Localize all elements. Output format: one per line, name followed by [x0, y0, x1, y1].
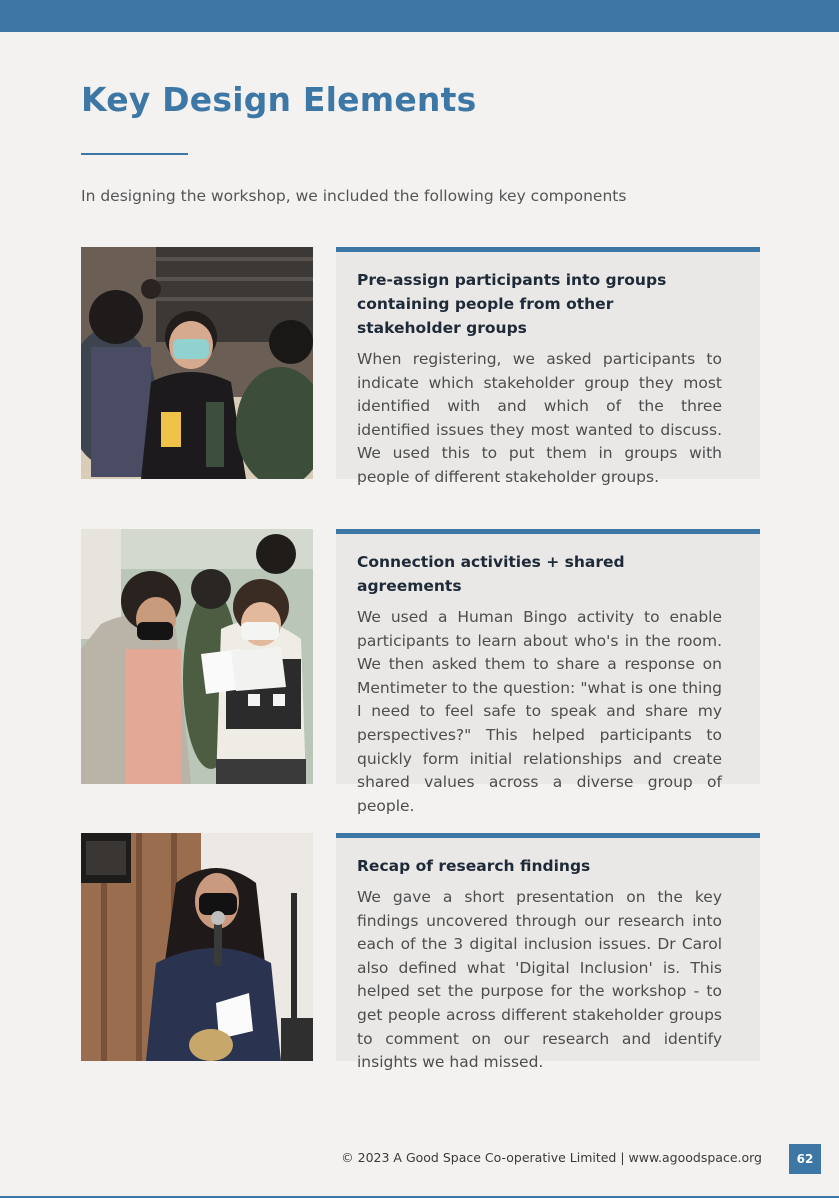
photo-presentation: [81, 833, 313, 1061]
section-card-3: [336, 833, 760, 1072]
footer-copyright: © 2023 A Good Space Co-operative Limited | www.agoodspace.org: [341, 1150, 762, 1165]
photo-group-discussion: [81, 247, 313, 479]
section-title-3: Recap of research findings: [357, 857, 591, 875]
section-title-2: Connection activities + shared agreements: [357, 553, 625, 595]
section-body-1: When registering, we asked participants to indicate which stakeholder group they most identified with and which of the three identified issues they most wanted to discuss. We used this to put them in groups with people of different stakeholder groups.: [357, 350, 722, 486]
intro-text: In designing the workshop, we included the following key components: [81, 187, 627, 205]
section-body-2: We used a Human Bingo activity to enable participants to learn about who's in the room. We then asked them to share a response on Mentimeter to the question: "what is one thing I need to feel safe to speak and share my perspectives?" This helped participants to quickly form initial relationships and create shared values across a diverse group of people.: [357, 608, 722, 815]
page-title: Key Design Elements: [81, 80, 477, 119]
section-title-1: Pre-assign participants into groups containing people from other stakeholder groups: [357, 271, 667, 337]
header-bar: [0, 0, 839, 32]
photo-human-bingo: [81, 529, 313, 784]
section-card-2: [336, 529, 760, 815]
section-body-3: We gave a short presentation on the key findings uncovered through our research into each of the 3 digital inclusion issues. Dr Carol also defined what 'Digital Inclusion' is. This helped set the purpose for the workshop - to get people across different stakeholder groups to comment on our research and identify insights we had missed.: [357, 888, 722, 1072]
page-number-badge: 62: [789, 1144, 821, 1174]
section-card-1: [336, 247, 760, 486]
title-underline: [81, 153, 188, 155]
